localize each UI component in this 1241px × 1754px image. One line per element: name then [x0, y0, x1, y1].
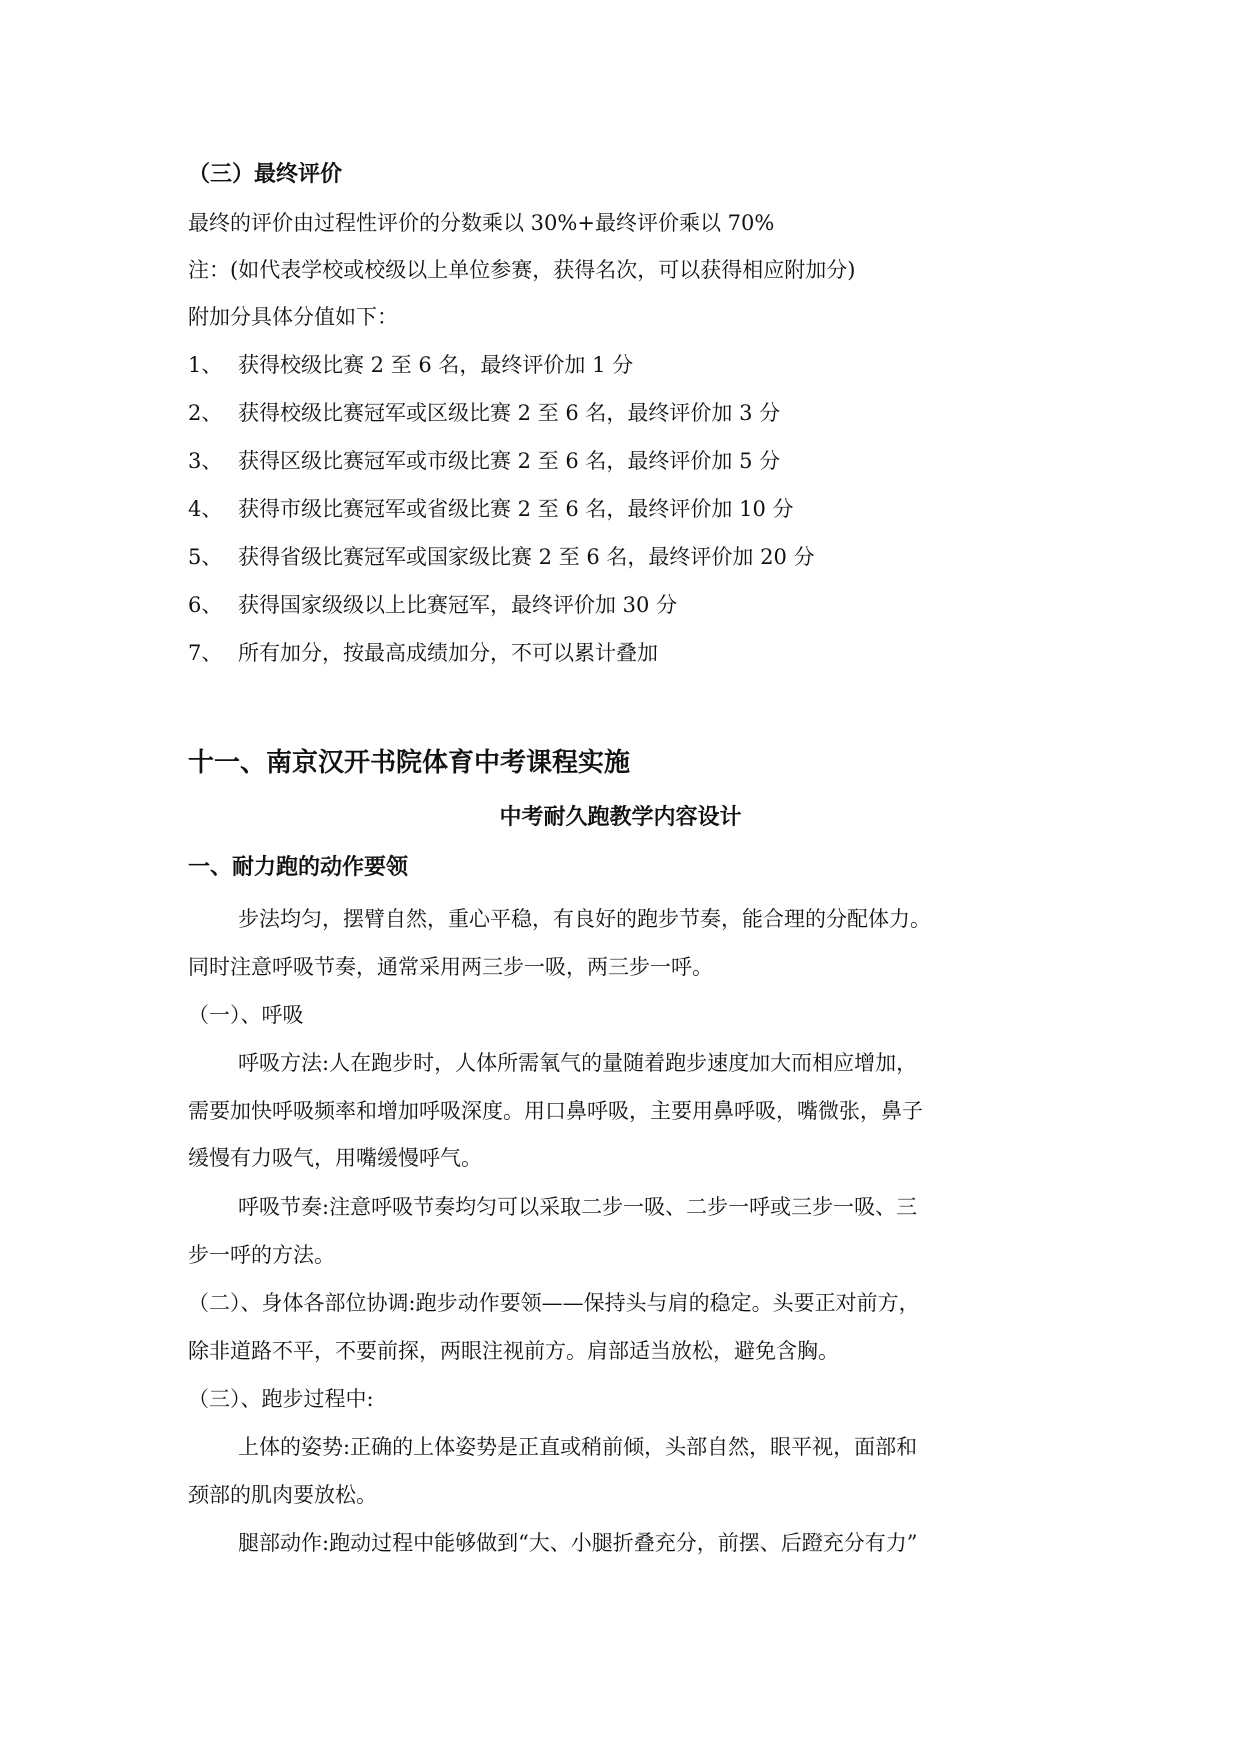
eval-note: 注：(如代表学校或校级以上单位参赛，获得名次，可以获得相应附加分) — [188, 258, 856, 282]
bonus-intro: 附加分具体分值如下： — [188, 305, 398, 329]
paragraph-line: 步一呼的方法。 — [188, 1243, 335, 1267]
eval-formula: 最终的评价由过程性评价的分数乘以 30%+最终评价乘以 70% — [188, 211, 775, 235]
paragraph-line: 上体的姿势:正确的上体姿势是正直或稍前倾，头部自然，眼平视，面部和 — [238, 1435, 918, 1459]
list-item — [188, 494, 794, 524]
subheading-running: （三）、跑步过程中: — [188, 1387, 374, 1411]
list-item-number: 7、 — [188, 641, 223, 665]
list-item-text: 所有加分，按最高成绩加分，不可以累计叠加 — [238, 641, 658, 665]
list-item — [188, 446, 780, 476]
list-item — [188, 638, 658, 668]
list-item-number: 4、 — [188, 497, 223, 521]
list-item — [188, 542, 815, 572]
paragraph-line: 呼吸方法:人在跑步时，人体所需氧气的量随着跑步速度加大而相应增加， — [238, 1051, 918, 1075]
eval-heading: （三）最终评价 — [188, 162, 343, 187]
paragraph-line: 除非道路不平，不要前探，两眼注视前方。肩部适当放松，避免含胸。 — [188, 1339, 839, 1363]
paragraph-line: 缓慢有力吸气，用嘴缓慢呼气。 — [188, 1146, 482, 1170]
section-subtitle: 中考耐久跑教学内容设计 — [499, 805, 742, 830]
list-item-number: 6、 — [188, 593, 223, 617]
part1-heading: 一、耐力跑的动作要领 — [188, 855, 409, 880]
list-item — [188, 398, 780, 428]
list-item-number: 5、 — [188, 545, 223, 569]
list-item-text: 获得省级比赛冠军或国家级比赛 2 至 6 名，最终评价加 20 分 — [238, 545, 815, 569]
paragraph-line: 腿部动作:跑动过程中能够做到“大、小腿折叠充分，前摆、后蹬充分有力” — [238, 1531, 918, 1555]
paragraph-line: 颈部的肌肉要放松。 — [188, 1483, 377, 1507]
paragraph-line: （二）、身体各部位协调:跑步动作要领——保持头与肩的稳定。头要正对前方， — [188, 1291, 920, 1315]
list-item-text: 获得区级比赛冠军或市级比赛 2 至 6 名，最终评价加 5 分 — [238, 449, 781, 473]
list-item-text: 获得国家级级以上比赛冠军，最终评价加 30 分 — [238, 593, 678, 617]
list-item-number: 2、 — [188, 401, 223, 425]
list-item — [188, 590, 677, 620]
paragraph-line: 需要加快呼吸频率和增加呼吸深度。用口鼻呼吸，主要用鼻呼吸，嘴微张，鼻子 — [188, 1099, 923, 1123]
list-item-number: 1、 — [188, 353, 223, 377]
list-item-text: 获得校级比赛冠军或区级比赛 2 至 6 名，最终评价加 3 分 — [238, 401, 781, 425]
section-heading: 十一、南京汉开书院体育中考课程实施 — [188, 748, 631, 778]
list-item-text: 获得市级比赛冠军或省级比赛 2 至 6 名，最终评价加 10 分 — [238, 497, 794, 521]
paragraph-line: 步法均匀，摆臂自然，重心平稳，有良好的跑步节奏，能合理的分配体力。 — [238, 907, 931, 931]
list-item — [188, 350, 633, 380]
subheading-breathing: （一）、呼吸 — [188, 1003, 304, 1027]
paragraph-line: 呼吸节奏:注意呼吸节奏均匀可以采取二步一吸、二步一呼或三步一吸、三 — [238, 1195, 918, 1219]
list-item-text: 获得校级比赛 2 至 6 名，最终评价加 1 分 — [238, 353, 634, 377]
paragraph-line: 同时注意呼吸节奏，通常采用两三步一吸，两三步一呼。 — [188, 955, 713, 979]
list-item-number: 3、 — [188, 449, 223, 473]
